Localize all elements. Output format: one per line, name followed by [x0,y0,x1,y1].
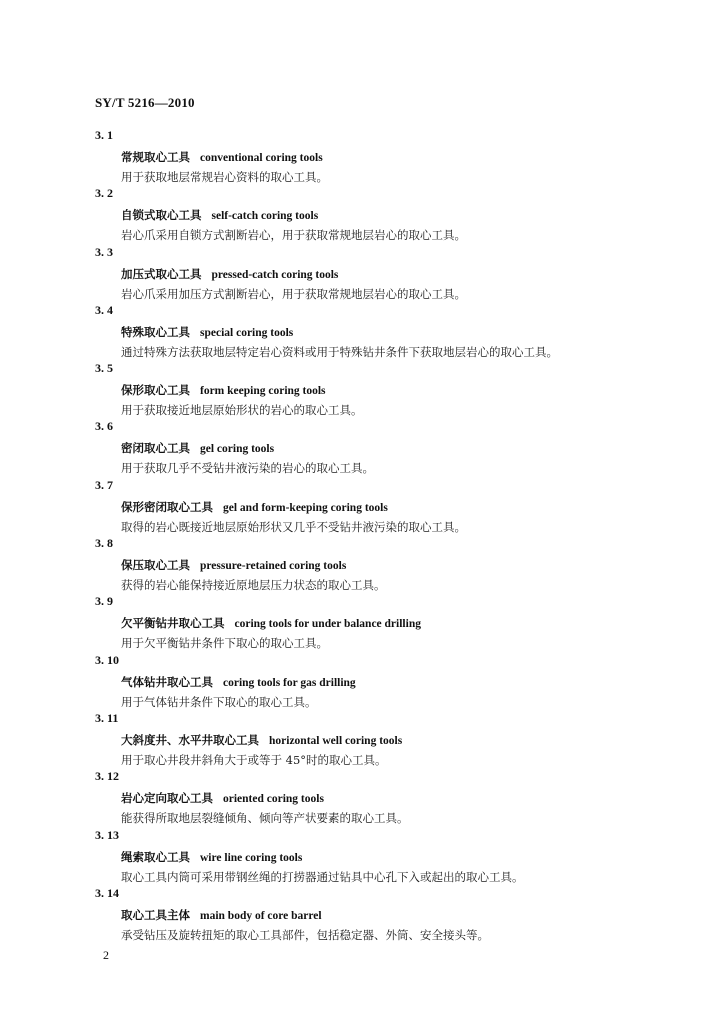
term-entry [95,183,655,241]
clause-number: 3. 9 [95,594,113,609]
term-definition: 用于欠平衡钻井条件下取心的取心工具。 [121,636,328,651]
term-heading [121,790,324,806]
term-entry [95,650,655,708]
term-definition: 用于获取几乎不受钻井液污染的岩心的取心工具。 [121,461,374,476]
term-chinese: 岩心定向取心工具 [121,791,213,806]
clause-number: 3. 8 [95,536,113,551]
clause-number: 3. 2 [95,186,113,201]
term-heading [121,324,293,340]
term-entry [95,766,655,824]
term-english: form keeping coring tools [200,385,326,398]
term-entry [95,242,655,300]
term-entry [95,475,655,533]
term-chinese: 自锁式取心工具 [121,208,202,223]
term-definition: 取得的岩心既接近地层原始形状又几乎不受钻井液污染的取心工具。 [121,519,466,534]
term-chinese: 保形取心工具 [121,383,190,398]
clause-number: 3. 12 [95,769,119,784]
term-heading [121,440,274,456]
term-chinese: 取心工具主体 [121,907,190,922]
clause-number: 3. 1 [95,128,113,142]
term-entry [95,125,655,183]
term-chinese: 保压取心工具 [121,558,190,573]
term-english: gel coring tools [200,443,275,456]
term-heading [121,207,318,223]
term-heading [121,907,322,923]
term-entry [95,533,655,591]
term-definition: 用于获取接近地层原始形状的岩心的取心工具。 [121,403,363,418]
term-definition: 用于取心井段井斜角大于或等于 45°时的取心工具。 [121,752,387,767]
term-english: special coring tools [200,326,294,339]
term-english: pressure-retained coring tools [200,560,347,573]
term-english: self-catch coring tools [211,210,319,223]
clause-number: 3. 5 [95,361,113,376]
term-chinese: 欠平衡钻井取心工具 [121,616,225,631]
term-entry [95,708,655,766]
term-definition: 用于气体钻井条件下取心的取心工具。 [121,694,317,709]
term-heading [121,557,346,573]
term-entry [95,591,655,649]
clause-number: 3. 14 [95,885,119,900]
document-id-header: SY/T 5216—2010 [95,95,195,110]
term-heading [121,266,338,282]
term-entry [95,416,655,474]
term-heading [121,382,326,398]
term-chinese: 绳索取心工具 [121,849,190,864]
term-entry [95,300,655,358]
term-list [95,125,655,941]
term-english: wire line coring tools [200,851,303,864]
term-entry [95,883,655,941]
term-definition: 岩心爪采用自锁方式割断岩心，用于获取常规地层岩心的取心工具。 [121,228,466,243]
term-chinese: 密闭取心工具 [121,441,190,456]
term-definition: 承受钻压及旋转扭矩的取心工具部件，包括稳定器、外筒、安全接头等。 [121,927,489,942]
term-entry [95,358,655,416]
term-heading [121,849,302,865]
term-heading [121,674,356,690]
term-definition: 通过特殊方法获取地层特定岩心资料或用于特殊钻井条件下获取地层岩心的取心工具。 [121,344,558,359]
term-definition: 能获得所取地层裂缝倾角、倾向等产状要素的取心工具。 [121,811,409,826]
term-entry [95,825,655,883]
term-chinese: 保形密闭取心工具 [121,499,213,514]
term-chinese: 加压式取心工具 [121,266,202,281]
term-chinese: 特殊取心工具 [121,324,190,339]
term-heading [121,149,323,165]
term-chinese: 常规取心工具 [121,150,190,164]
term-english: main body of core barrel [200,909,322,922]
clause-number: 3. 13 [95,827,119,842]
term-english: coring tools for under balance drilling [234,618,421,631]
term-definition: 用于获取地层常规岩心资料的取心工具。 [121,170,328,184]
term-english: oriented coring tools [223,793,324,806]
clause-number: 3. 3 [95,244,113,259]
term-english: conventional coring tools [200,152,323,164]
term-heading [121,499,388,515]
term-heading [121,732,402,748]
term-definition: 岩心爪采用加压方式割断岩心，用于获取常规地层岩心的取心工具。 [121,286,466,301]
clause-number: 3. 4 [95,302,113,317]
term-heading [121,615,421,631]
term-english: horizontal well coring tools [269,734,403,747]
term-definition: 获得的岩心能保持接近原地层压力状态的取心工具。 [121,578,386,593]
term-chinese: 气体钻井取心工具 [121,674,213,689]
term-english: gel and form-keeping coring tools [223,501,388,514]
term-english: pressed-catch coring tools [211,268,339,281]
clause-number: 3. 7 [95,477,113,492]
clause-number: 3. 6 [95,419,113,434]
term-definition: 取心工具内筒可采用带钢丝绳的打捞器通过钻具中心孔下入或起出的取心工具。 [121,869,524,884]
term-english: coring tools for gas drilling [223,676,356,689]
clause-number: 3. 11 [95,710,119,725]
clause-number: 3. 10 [95,652,119,667]
term-chinese: 大斜度井、水平井取心工具 [121,732,259,747]
page-number: 2 [103,948,109,962]
